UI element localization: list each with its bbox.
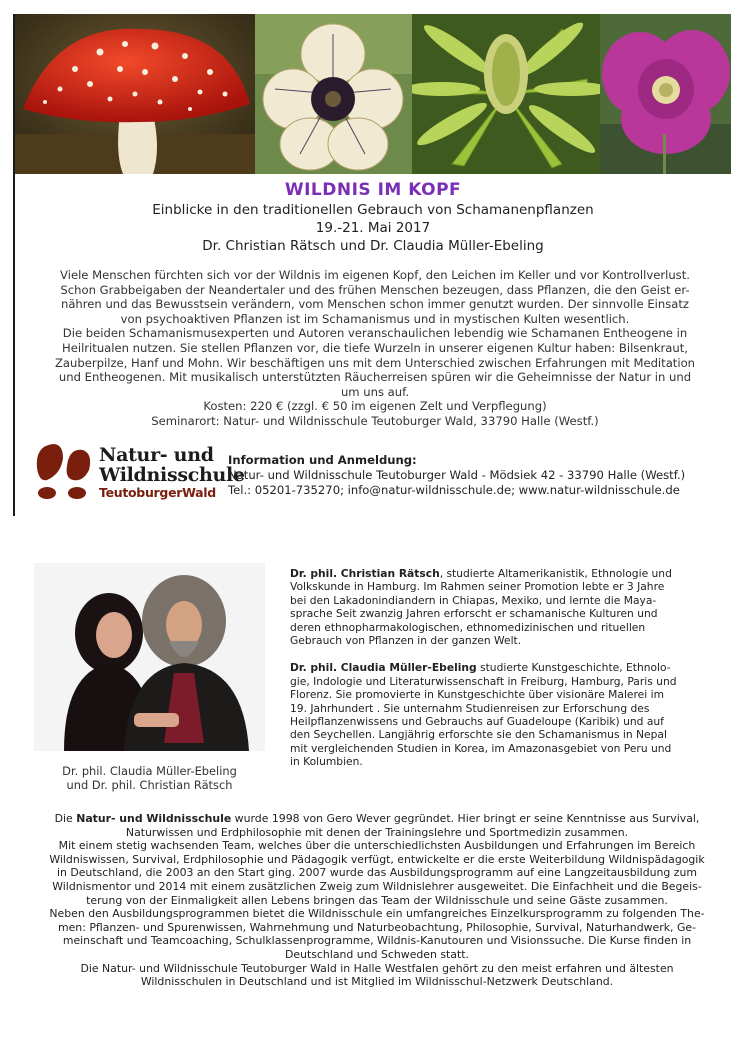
bio-line: Heilpflanzenwissens und Gebrauchs auf Guadeloupe (Karibik) und auf	[290, 715, 664, 729]
bio-line: 19. Jahrhundert . Sie unternahm Studienreisen zur Erforschung des	[290, 701, 650, 715]
school-line: Neben den Ausbildungsprogrammen bietet die Wildnisschule ein umfangreiches Einzelkursprogramm zu folgenden The-	[49, 907, 705, 921]
text-span: Die	[54, 812, 77, 825]
event-header	[15, 180, 731, 255]
event-title: WILDNIS IM KOPF	[284, 180, 462, 200]
bio-line: mit vergleichenden Studien in Korea, im Amazonasgebiet von Peru und	[290, 741, 672, 755]
school-line: in Deutschland, die 2003 an den Start ging. 2007 wurde das Ausbildungsprogramm auf eine Langzeitausbildung zum	[56, 866, 698, 880]
school-line: Mit einem stetig wachsenden Team, welches über die unterschiedlichsten Ausbildungen und Erfahrungen im Bereich	[58, 839, 696, 853]
intro-line: von psychoaktiven Pflanzen ist im Schamanismus und in mystischen Kulten wesentlich.	[120, 311, 630, 326]
caption-line: und Dr. phil. Christian Rätsch	[66, 778, 233, 792]
bio-line: Volkskunde in Hamburg. Im Rahmen seiner Promotion lebte er 3 Jahre	[290, 580, 665, 594]
poppy-flower-photo	[600, 14, 731, 174]
school-line: Deutschland und Schweden statt.	[285, 947, 469, 961]
intro-line: nähren und das Bewusstsein verändern, vom Menschen schon immer genutzt wurden. Der sinnvolle Einsatz	[60, 297, 689, 312]
bio-line: gie, Indologie und Literaturwissenschaft in Freiburg, Hamburg, Paris und	[290, 674, 677, 688]
bio-line: bei den Lakadonindiandern in Chiapas, Mexiko, und lernte die Maya-	[290, 593, 657, 607]
bio-name: Dr. phil. Christian Rätsch	[290, 567, 440, 580]
registration-info	[228, 453, 685, 498]
school-line: terung von der Einmaligkeit allen Lebens bringen das Team der Wildnisschule und seine Gäste zusammen.	[86, 893, 668, 907]
bio-line: in Kolumbien.	[290, 755, 363, 769]
bio-ratsch	[290, 567, 710, 647]
speaker-bios	[290, 567, 710, 783]
registration-heading: Information und Anmeldung:	[228, 453, 417, 467]
bio-line: den Seychellen. Langjährig erforschte sie den Schamanismus in Nepal	[290, 728, 667, 742]
bio-line: sprache Seit zwanzig Jahren erforscht er schamanische Kulturen und	[290, 607, 658, 621]
intro-line: Heilritualen nutzen. Sie stellen Pflanzen vor, die tiefe Wurzeln in unserer eigenen Kultur haben: Bilsenkraut,	[62, 340, 688, 355]
intro-line: um uns auf.	[340, 384, 410, 399]
contact-details: Tel.: 05201-735270; info@natur-wildnisschule.de; www.natur-wildnisschule.de	[228, 483, 680, 497]
school-line: Die Natur- und Wildnisschule Teutoburger Wald in Halle Westfalen gehört zu den meist erfahren und ältesten	[80, 961, 674, 975]
bio-mueller	[290, 661, 710, 768]
photo-strip	[15, 14, 731, 174]
bio-line: deren ethnopharmakologischen, ethnomedizinischen und rituellen	[290, 620, 646, 634]
intro-line: und Entheogenen. Mit musikalisch unterstützten Räucherreisen spüren wir die Geheimnisse der Natur in und	[58, 370, 692, 385]
school-address: Natur- und Wildnisschule Teutoburger Wald - Mödsiek 42 - 33790 Halle (Westf.)	[228, 468, 686, 482]
school-line: men: Pflanzen- und Spurenwissen, Wahrnehmung und Naturbeobachtung, Philosophie, Survival, Naturhandwerk, Ge-	[57, 920, 697, 934]
speakers-portrait-photo	[34, 563, 265, 751]
logo-text-line1: Natur- und	[99, 444, 214, 466]
event-cost: Kosten: 220 € (zzgl. € 50 im eigenen Zelt und Verpflegung)	[203, 399, 547, 414]
bio-line: Gebrauch von Pflanzen in der ganzen Welt.	[290, 634, 522, 648]
portrait-caption	[34, 764, 265, 792]
school-line: Wildniswissen, Survival, Erdphilosophie und Pädagogik verfügt, entwickelte er die erste Weiterbildung Wildnispädagogik	[49, 852, 705, 866]
text-span: wurde 1998 von Gero Wever gegründet. Hier bringt er seine Kenntnisse aus Survival,	[231, 812, 700, 825]
school-name: Natur- und Wildnisschule	[76, 812, 232, 825]
event-venue: Seminarort: Natur- und Wildnisschule Teutoburger Wald, 33790 Halle (Westf.)	[151, 413, 599, 428]
school-line: Wildnisschulen in Deutschland und ist Mitglied im Wildnisschul-Netzwerk Deutschland.	[140, 975, 614, 989]
logo-text-line3: TeutoburgerWald	[99, 485, 216, 500]
event-speakers: Dr. Christian Rätsch und Dr. Claudia Müller-Ebeling	[202, 238, 544, 254]
henbane-flower-photo	[255, 14, 412, 174]
school-logo	[33, 440, 245, 502]
bio-line: studierte Kunstgeschichte, Ethnolo-	[476, 661, 671, 675]
event-date: 19.-21. Mai 2017	[315, 220, 431, 236]
caption-line: Dr. phil. Claudia Müller-Ebeling	[62, 764, 237, 778]
intro-line: Die beiden Schamanismusexperten und Autoren veranschaulichen lebendig wie Schamanen Entheogene in	[62, 326, 688, 341]
school-description	[34, 812, 720, 989]
intro-line: Zauberpilze, Hanf und Mohn. Wir beschäftigen uns mit dem Unterschied zwischen Erfahrungen mit Meditation	[54, 355, 696, 370]
logo-text-line2: Wildnisschule	[99, 464, 245, 486]
school-line: meinschaft und Teamcoaching, Schulklassenprogramme, Wildnis-Kanutouren und Visionssuche. Die Kurse finden in	[62, 934, 692, 948]
event-subtitle: Einblicke in den traditionellen Gebrauch von Schamanenpflanzen	[152, 202, 594, 218]
fly-agaric-mushroom-photo	[15, 14, 255, 174]
intro-line: Schon Grabbeigaben der Neandertaler und des frühen Menschen bezeugen, dass Pflanzen, die den Geist er-	[60, 282, 690, 297]
paw-print-logo-icon	[33, 440, 95, 502]
bio-line: Florenz. Sie promovierte in Kunstgeschichte über visionäre Malerei im	[290, 688, 664, 702]
school-line: Naturwissen und Erdphilosophie mit denen der Trainingslehre und Sportmedizin zusammen.	[125, 825, 629, 839]
school-lead-line	[34, 812, 720, 826]
hemp-plant-photo	[412, 14, 600, 174]
bio-name: Dr. phil. Claudia Müller-Ebeling	[290, 661, 477, 675]
intro-line: Viele Menschen fürchten sich vor der Wildnis im eigenen Kopf, den Leichen im Keller und vor Kontrollverlust.	[60, 268, 690, 282]
event-description	[30, 268, 720, 429]
school-line: Wildnismentor und 2014 mit einem zusätzlichen Zweig zum Wildnislehrer ausgeweitet. Die Einfachheit und die Begeis-	[52, 879, 702, 893]
bio-line: , studierte Altamerikanistik, Ethnologie und	[439, 567, 672, 580]
